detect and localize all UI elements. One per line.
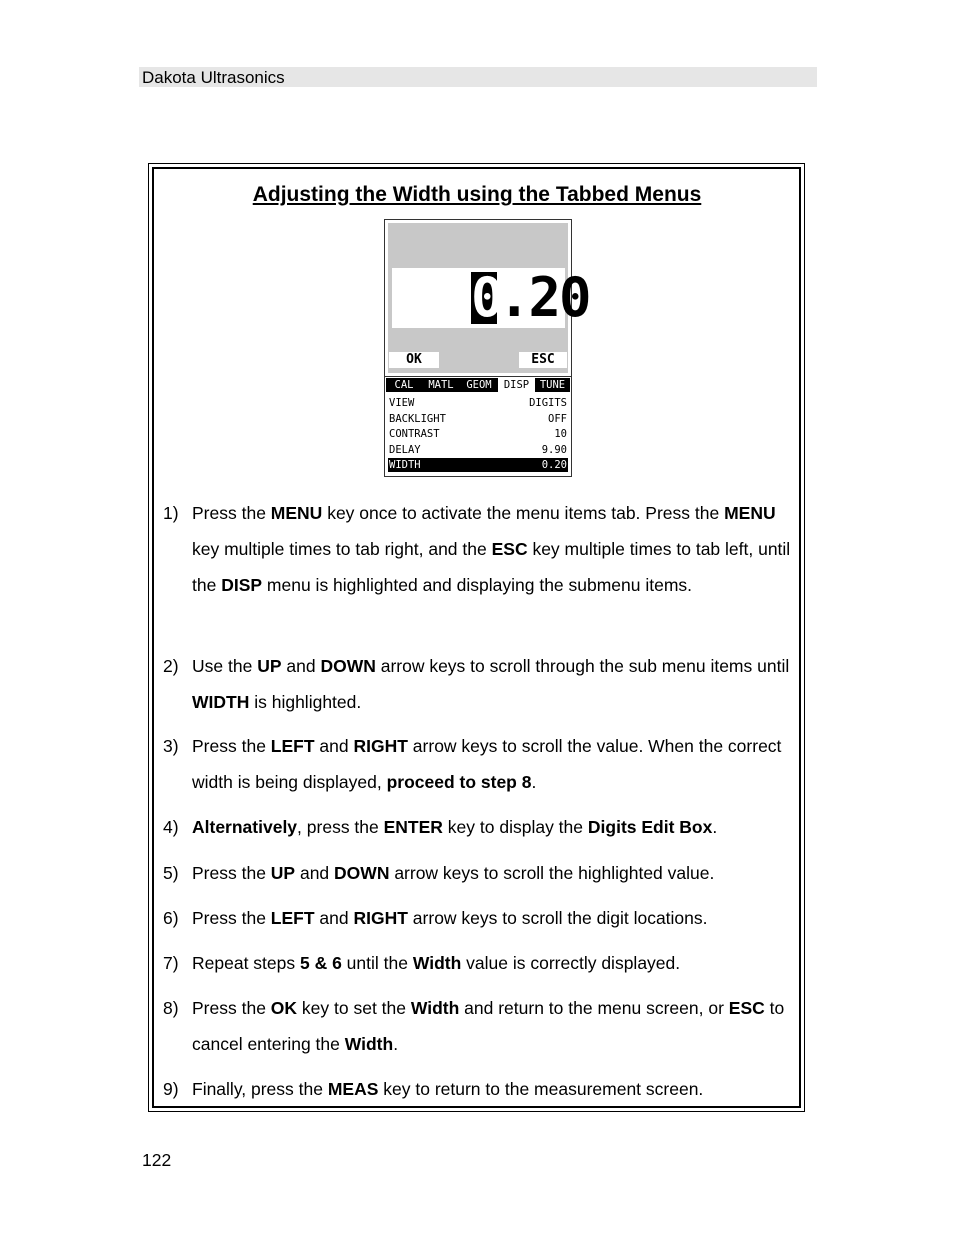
step-text-segment: key to return to the measurement screen. [378,1079,704,1099]
step-text-segment: key multiple times to tab left, until the [192,539,791,595]
tab-matl: MATL [428,379,454,391]
step-text-segment: and return to the menu screen, or [459,998,729,1018]
page-number: 122 [142,1150,172,1170]
step-number: 7) [163,953,179,973]
step-number: 6) [163,908,179,928]
step-keyword: RIGHT [353,736,408,756]
menu-item-label: WIDTH [389,459,421,471]
step-text-segment: arrow keys to scroll the highlighted value. [389,863,715,883]
page-header [139,67,817,87]
menu-item-view [388,396,568,410]
step-text [192,648,795,720]
menu-item-width [388,458,568,472]
step-keyword: proceed to step 8 [386,772,532,792]
step-text-segment: arrow keys to scroll the value. When the correct width is being displayed, [192,736,782,792]
step-text-segment: Press the [192,863,271,883]
step-text-segment: key to display the [442,817,588,837]
step-keyword: Width [410,998,460,1018]
menu-item-value: DIGITS [529,397,567,409]
step-text-segment: is highlighted. [249,692,362,712]
esc-softkey: ESC [519,352,567,368]
step-text-segment: Press the [192,503,271,523]
menu-item-contrast [388,427,568,441]
step-text-segment: value is correctly displayed. [461,953,681,973]
highlighted-digit: 0 [471,266,504,329]
step-text-segment: arrow keys to scroll through the sub menu items until [375,656,790,676]
tab-tune: TUNE [539,379,566,391]
company-name: Dakota Ultrasonics [142,68,285,87]
menu-item-label: CONTRAST [389,428,440,440]
step-keyword: LEFT [270,908,315,928]
step-keyword: MEAS [327,1079,379,1099]
menu-item-label: BACKLIGHT [389,412,446,425]
step-number: 8) [163,998,179,1018]
step-text-segment: and [314,736,354,756]
ok-softkey: OK [389,352,439,368]
step-keyword: ESC [728,998,765,1018]
step-keyword: UP [257,656,282,676]
step-number: 5) [163,863,179,883]
step-text-segment: . [531,772,537,792]
step-text-segment: and [295,863,335,883]
step-text-segment: to cancel entering the [192,998,785,1054]
step-keyword: Alternatively [192,817,298,837]
step-text-segment: arrow keys to scroll the digit locations. [407,908,708,928]
menu-item-value: 0.20 [541,459,567,471]
value-display [392,266,590,329]
step-text [192,945,795,981]
menu-item-label: VIEW [389,397,415,409]
step-text-segment: Press the [192,736,271,756]
step-keyword: MENU [724,503,776,523]
tab-geom: GEOM [466,379,492,391]
step-text-segment: key multiple times to tab right, and the [192,539,492,559]
step-text-segment: . [712,817,718,837]
step-text [192,1071,795,1107]
step-keyword: RIGHT [353,908,408,928]
menu-tabs [386,378,570,392]
step-text [192,495,795,603]
value-remainder: .20 [498,266,590,329]
step-keyword: Width [344,1034,394,1054]
step-keyword: WIDTH [192,692,250,712]
tabbed-menu [384,376,572,477]
device-screen [384,219,590,377]
step-number: 2) [163,656,179,676]
step-keyword: 5 & 6 [299,953,342,973]
menu-item-backlight [388,412,568,426]
menu-item-value: 10 [554,428,567,440]
step-text-segment: Finally, press the [192,1079,328,1099]
step-text-segment: Repeat steps [192,953,300,973]
step-text-segment: key once to activate the menu items tab. Press the [322,503,725,523]
step-text [192,900,795,936]
step-text-segment: , press the [297,817,384,837]
step-keyword: Digits Edit Box [587,817,713,837]
step-text [192,990,795,1062]
step-text [192,809,795,845]
step-number: 1) [163,503,179,523]
step-number: 3) [163,736,179,756]
section-title: Adjusting the Width using the Tabbed Menus [252,183,702,206]
menu-item-delay [388,443,568,457]
step-number: 4) [163,817,179,837]
step-keyword: DOWN [334,863,390,883]
step-keyword: MENU [270,503,323,523]
step-text-segment: Press the [192,998,271,1018]
step-keyword: UP [270,863,296,883]
menu-item-value: OFF [548,412,567,425]
step-keyword: DOWN [320,656,376,676]
step-text [192,855,795,891]
step-text-segment: key to set the [297,998,411,1018]
step-text-segment: until the [341,953,413,973]
menu-item-label: DELAY [389,443,421,456]
tab-cal: CAL [394,379,414,391]
step-text-segment: . [393,1034,399,1054]
step-text-segment: and [314,908,354,928]
step-keyword: ESC [491,539,528,559]
step-text-segment: Use the [192,656,258,676]
step-text [192,728,795,800]
step-text-segment: and [281,656,321,676]
step-keyword: Width [412,953,462,973]
step-keyword: LEFT [270,736,315,756]
step-keyword: ENTER [383,817,443,837]
step-text-segment: menu is highlighted and displaying the submenu items. [262,575,693,595]
step-keyword: OK [270,998,298,1018]
step-text-segment: Press the [192,908,271,928]
step-number: 9) [163,1079,179,1099]
tab-disp: DISP [498,378,535,392]
step-keyword: DISP [221,575,263,595]
menu-item-value: 9.90 [541,443,567,456]
